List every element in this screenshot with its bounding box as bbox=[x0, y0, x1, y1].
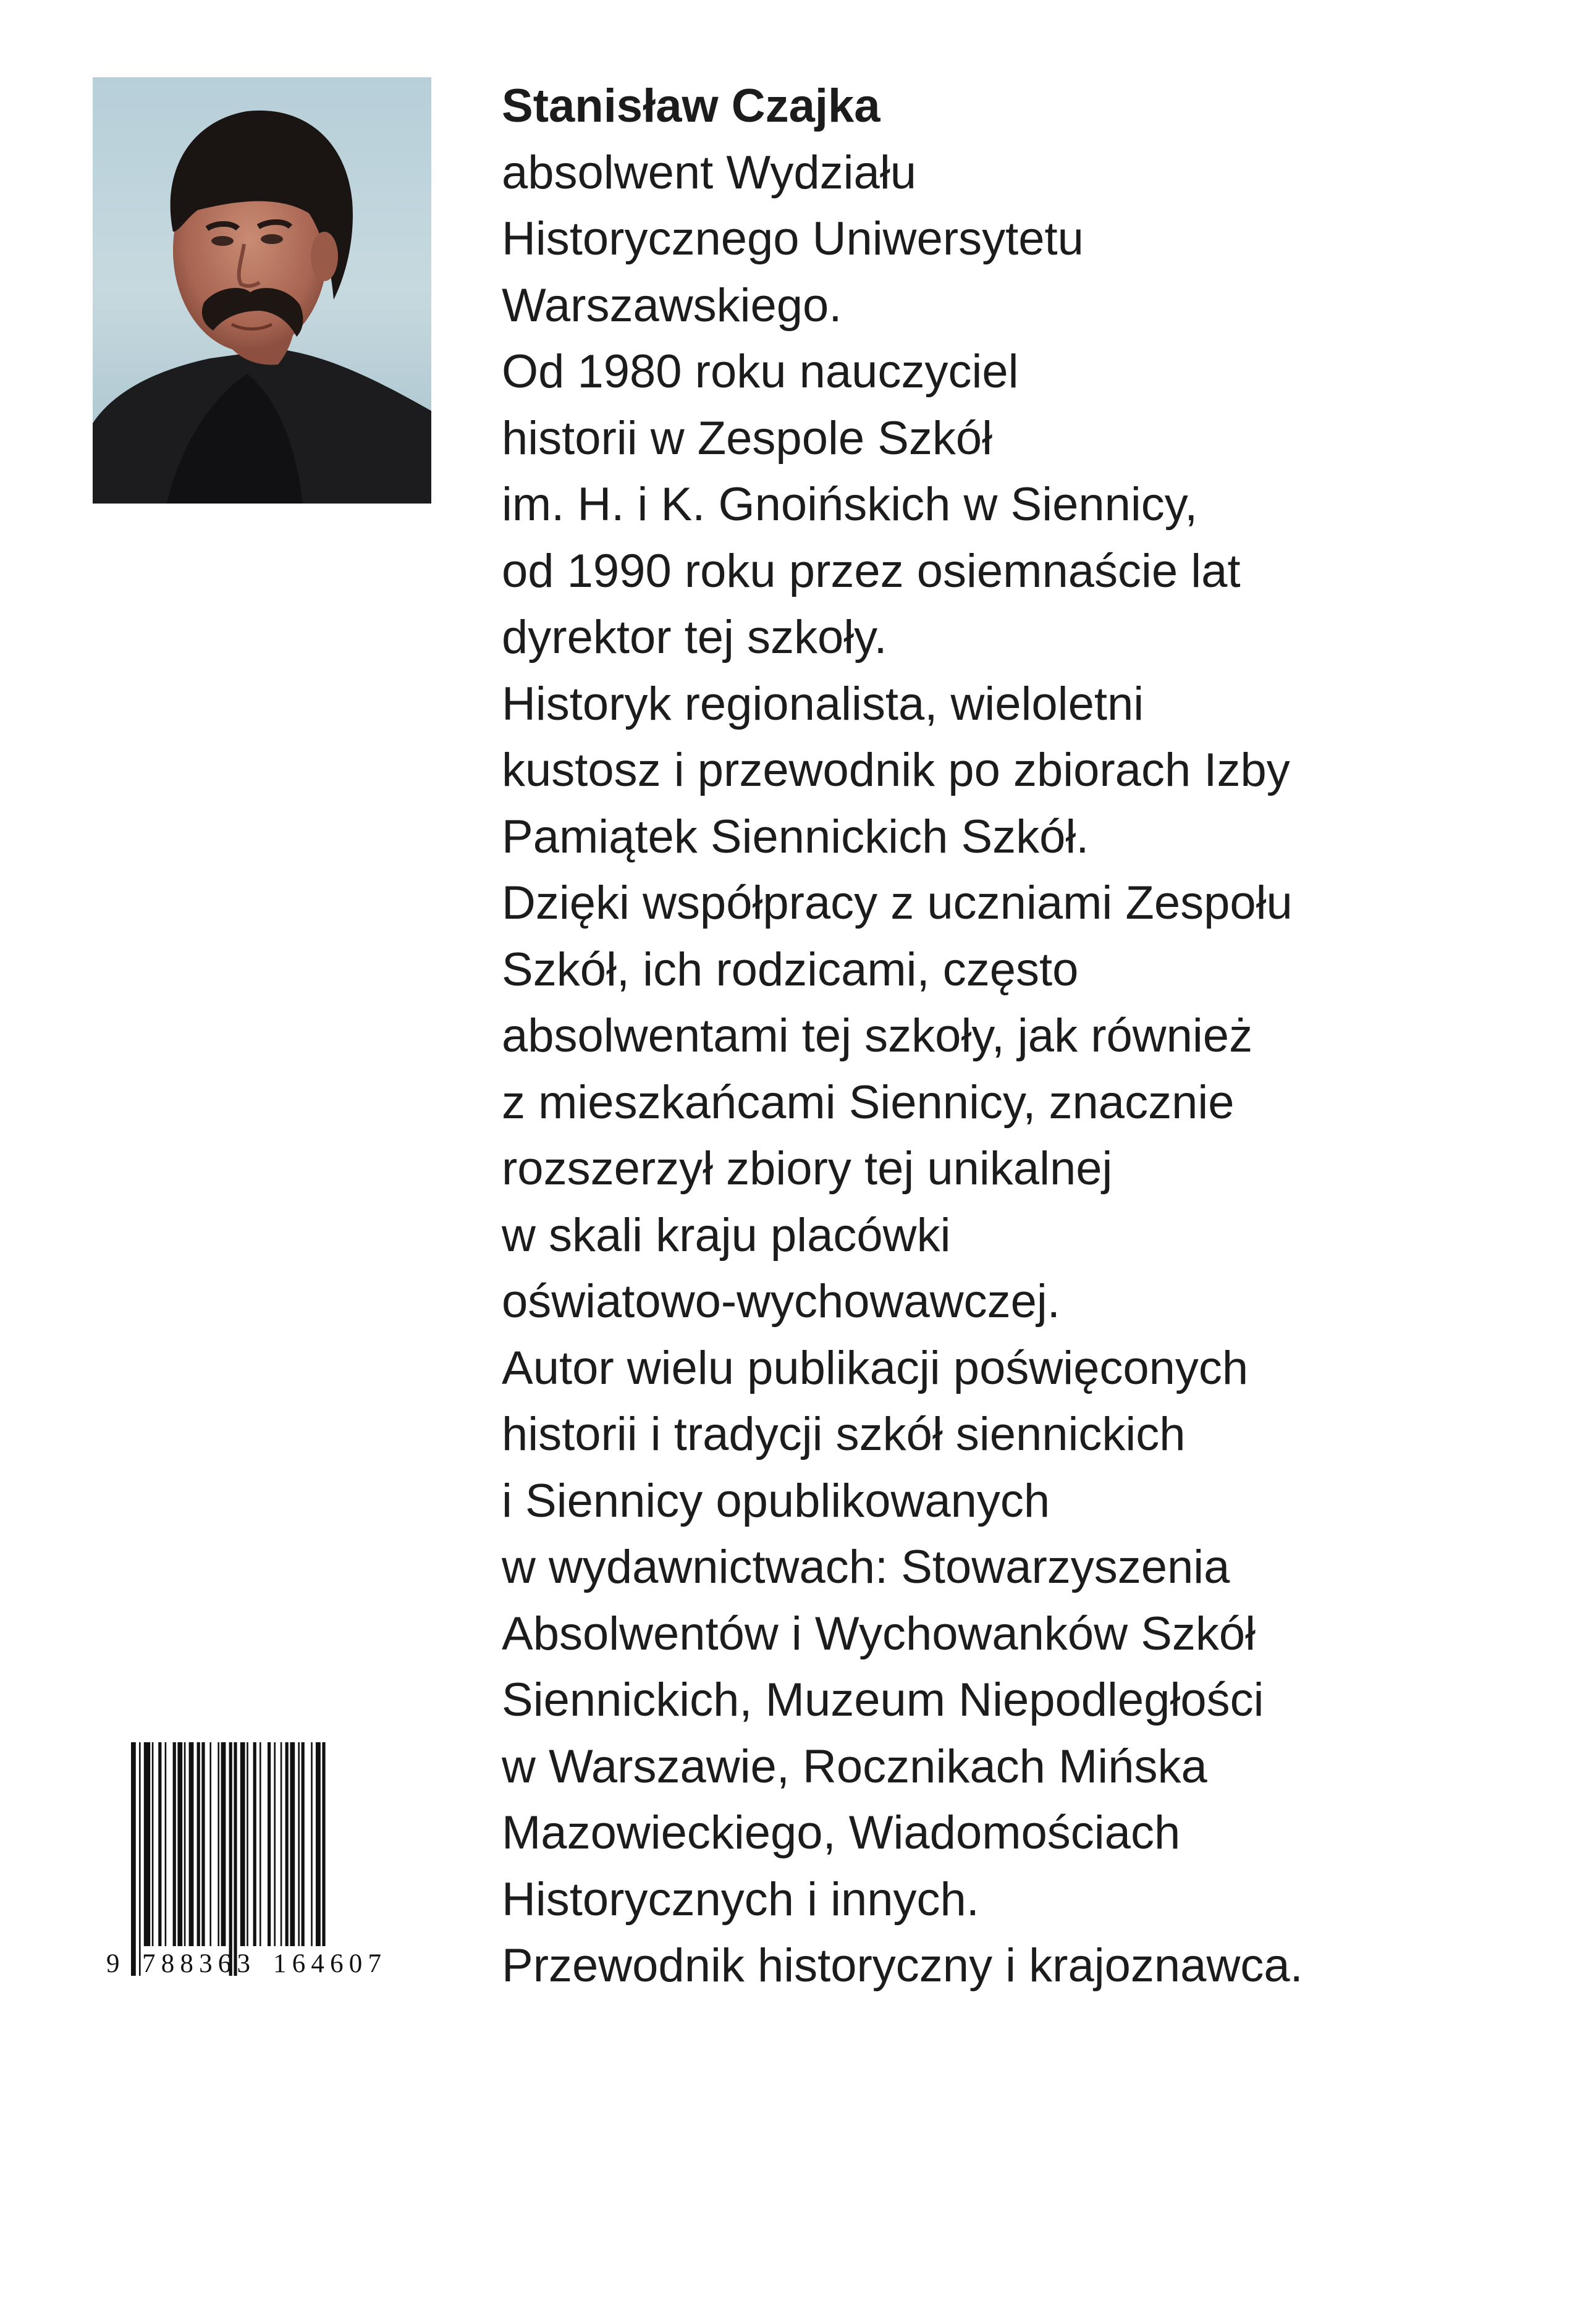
bio-line: Historycznego Uniwersytetu bbox=[502, 213, 1084, 265]
barcode-icon bbox=[105, 1742, 426, 1977]
barcode-bar bbox=[177, 1742, 182, 1946]
bio-line: w Warszawie, Rocznikach Mińska bbox=[502, 1740, 1207, 1793]
barcode-bar bbox=[173, 1742, 176, 1946]
barcode-bar bbox=[217, 1742, 219, 1946]
bio-line: w skali kraju placówki bbox=[502, 1208, 951, 1262]
author-portrait-icon bbox=[93, 77, 431, 504]
barcode-right-digits: 164607 bbox=[273, 1949, 381, 1977]
barcode-bar bbox=[158, 1742, 161, 1946]
bio-line: im. H. i K. Gnoińskich w Siennicy, bbox=[502, 478, 1198, 531]
bio-line: Szkół, ich rodzicami, często bbox=[502, 943, 1079, 996]
bio-line: z mieszkańcami Siennicy, znacznie bbox=[502, 1076, 1235, 1129]
barcode-bar bbox=[201, 1742, 205, 1946]
barcode-bar bbox=[268, 1742, 271, 1946]
barcode-bar bbox=[152, 1742, 154, 1946]
bio-line: Od 1980 roku nauczyciel bbox=[502, 345, 1019, 398]
bio-line: Historyk regionalista, wieloletni bbox=[502, 677, 1144, 730]
barcode-bar bbox=[234, 1742, 237, 1976]
author-name: Stanisław Czajka bbox=[502, 80, 880, 132]
barcode-bar bbox=[311, 1742, 313, 1946]
barcode-bar bbox=[281, 1742, 282, 1946]
bio-line: Mazowieckiego, Wiadomościach bbox=[502, 1807, 1181, 1859]
bio-line: absolwent Wydziału bbox=[502, 146, 916, 199]
barcode-bar bbox=[298, 1742, 300, 1946]
author-photo bbox=[93, 77, 431, 504]
barcode-bar bbox=[260, 1742, 261, 1946]
barcode-bar bbox=[144, 1742, 150, 1946]
barcode-bar bbox=[302, 1742, 305, 1946]
barcode-bar bbox=[290, 1742, 295, 1946]
bio-line: historii w Zespole Szkół bbox=[502, 411, 993, 465]
barcode-first-digit: 9 bbox=[106, 1949, 120, 1977]
barcode-bar bbox=[184, 1742, 186, 1946]
barcode-bar bbox=[165, 1742, 167, 1946]
barcode-bar bbox=[221, 1742, 226, 1946]
bio-line: od 1990 roku przez osiemnaście lat bbox=[502, 544, 1241, 597]
barcode-bar bbox=[285, 1742, 289, 1946]
bio-line: Absolwentów i Wychowanków Szkół bbox=[502, 1607, 1256, 1660]
barcode-bar bbox=[316, 1742, 321, 1946]
bio-line: oświatowo-wychowawczej. bbox=[502, 1275, 1060, 1328]
bio-line: Dzięki współpracy z uczniami Zespołu bbox=[502, 877, 1293, 929]
bio-line: Pamiątek Siennickich Szkół. bbox=[502, 810, 1089, 863]
bio-line: Przewodnik historyczny i krajoznawca. bbox=[502, 1939, 1303, 1992]
bio-line: Siennickich, Muzeum Niepodległości bbox=[502, 1674, 1264, 1726]
barcode-bar bbox=[189, 1742, 194, 1946]
barcode-bar bbox=[229, 1742, 232, 1976]
bio-line: dyrektor tej szkoły. bbox=[502, 611, 887, 664]
bio-line: w wydawnictwach: Stowarzyszenia bbox=[502, 1541, 1230, 1593]
isbn-barcode bbox=[105, 1742, 426, 1977]
bio-line: kustosz i przewodnik po zbiorach Izby bbox=[502, 744, 1290, 796]
bio-line: absolwentami tej szkoły, jak również bbox=[502, 1010, 1253, 1062]
barcode-bars bbox=[131, 1742, 326, 1976]
barcode-bar bbox=[247, 1742, 248, 1946]
barcode-bar bbox=[322, 1742, 325, 1946]
bio-line: Historycznych i innych. bbox=[502, 1873, 979, 1926]
barcode-bar bbox=[197, 1742, 200, 1946]
barcode-bar bbox=[131, 1742, 136, 1976]
bio-line: Autor wielu publikacji poświęconych bbox=[502, 1341, 1249, 1394]
barcode-bar bbox=[253, 1742, 256, 1946]
bio-line: rozszerzył zbiory tej unikalnej bbox=[502, 1142, 1113, 1195]
barcode-bar bbox=[209, 1742, 211, 1946]
author-bio bbox=[502, 73, 1521, 1999]
barcode-bar bbox=[240, 1742, 245, 1946]
bio-line: Warszawskiego. bbox=[502, 279, 842, 332]
barcode-bar bbox=[274, 1742, 276, 1946]
barcode-bar bbox=[139, 1742, 141, 1976]
bio-line: historii i tradycji szkół siennickich bbox=[502, 1408, 1186, 1461]
bio-line: i Siennicy opublikowanych bbox=[502, 1474, 1050, 1527]
barcode-left-digits: 788363 bbox=[142, 1949, 250, 1977]
